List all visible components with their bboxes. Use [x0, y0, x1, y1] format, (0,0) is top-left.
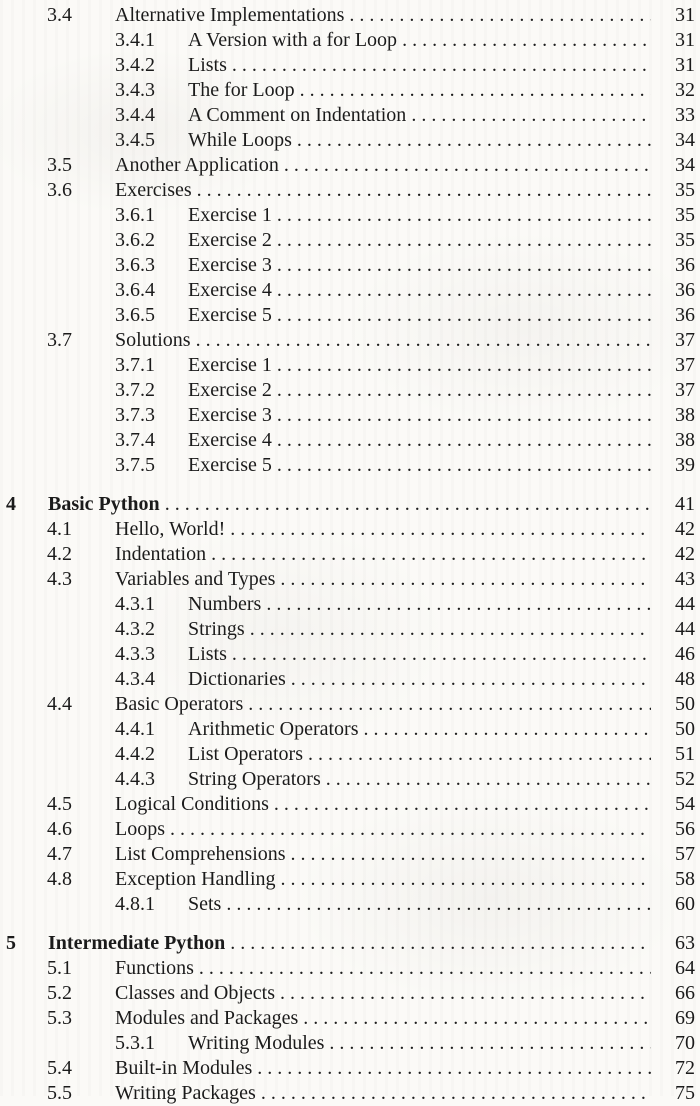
dot-leader: [232, 53, 651, 78]
toc-entry-page: 35: [675, 204, 695, 226]
toc-entry-title: Lists: [188, 643, 227, 665]
toc-entry-page: 36: [675, 304, 695, 326]
dot-leader: [277, 278, 651, 303]
toc-entry-number: 5.3.1: [115, 1032, 155, 1054]
toc-entry-number: 4.8: [47, 868, 72, 890]
toc-entry-number: 4.3.4: [115, 668, 155, 690]
toc-entry-page: 51: [675, 743, 695, 765]
toc-entry-title: Exercise 4: [188, 429, 272, 451]
toc-entry-number: 3.7.4: [115, 429, 155, 451]
toc-entry-page: 37: [675, 354, 695, 376]
toc-entry-title: Exception Handling: [115, 868, 276, 890]
toc-entry: [115, 717, 695, 742]
toc-entry: [115, 303, 695, 328]
toc-entry-title: Exercise 4: [188, 279, 272, 301]
toc-entry-title: List Comprehensions: [115, 843, 286, 865]
dot-leader: [248, 692, 651, 717]
dot-leader: [230, 931, 651, 956]
toc-entry-title: Strings: [188, 618, 245, 640]
toc-entry-title: Exercises: [115, 179, 192, 201]
toc-entry-number: 5: [6, 932, 16, 954]
dot-leader: [226, 892, 651, 917]
toc-entry-page: 58: [675, 868, 695, 890]
toc-entry: [47, 517, 695, 542]
toc-entry-number: 4.3: [47, 568, 72, 590]
toc-entry: [47, 867, 695, 892]
toc-entry: [47, 692, 695, 717]
toc-entry-title: Alternative Implementations: [115, 4, 345, 26]
dot-leader: [277, 203, 651, 228]
dot-leader: [284, 153, 651, 178]
toc-entry: [47, 1006, 695, 1031]
toc-entry-number: 3.4.4: [115, 104, 155, 126]
toc-entry-title: Lists: [188, 54, 227, 76]
dot-leader: [297, 128, 651, 153]
toc-entry: [115, 667, 695, 692]
toc-entry: [47, 1056, 695, 1081]
toc-entry-page: 31: [675, 29, 695, 51]
toc-entry-number: 4.3.1: [115, 593, 155, 615]
toc-entry: [115, 228, 695, 253]
dot-leader: [280, 981, 651, 1006]
toc-entry-page: 39: [675, 454, 695, 476]
toc-entry-title: Exercise 5: [188, 304, 272, 326]
dot-leader: [326, 767, 651, 792]
toc-entry-number: 4.3.3: [115, 643, 155, 665]
toc-entry-title: Basic Operators: [115, 693, 244, 715]
toc-entry-number: 3.6.5: [115, 304, 155, 326]
toc-entry-title: The for Loop: [188, 79, 295, 101]
toc-entry-title: String Operators: [188, 768, 321, 790]
toc-entry-page: 44: [675, 593, 695, 615]
toc-entry-number: 3.6.2: [115, 229, 155, 251]
toc-entry: [47, 153, 695, 178]
toc-entry-page: 69: [675, 1007, 695, 1029]
toc-entry: [47, 3, 695, 28]
dot-leader: [277, 453, 651, 478]
dot-leader: [250, 617, 651, 642]
toc-entry-title: A Version with a for Loop: [188, 29, 398, 51]
toc-entry-page: 64: [675, 957, 695, 979]
toc-entry-number: 3.7.3: [115, 404, 155, 426]
toc-entry-number: 4.7: [47, 843, 72, 865]
toc-entry-title: Exercise 3: [188, 404, 272, 426]
toc-entry: [115, 592, 695, 617]
dot-leader: [281, 867, 651, 892]
toc-entry: [115, 78, 695, 103]
toc-entry-title: Exercise 2: [188, 229, 272, 251]
dot-leader: [349, 3, 651, 28]
toc-entry-number: 4: [6, 493, 16, 515]
toc-entry-title: Solutions: [115, 329, 191, 351]
dot-leader: [165, 492, 651, 517]
dot-leader: [277, 428, 651, 453]
dot-leader: [277, 403, 651, 428]
toc-entry: [115, 1031, 695, 1056]
toc-entry-number: 3.6.3: [115, 254, 155, 276]
toc-entry: [47, 842, 695, 867]
toc-entry-page: 75: [675, 1082, 695, 1104]
toc-entry-page: 50: [675, 693, 695, 715]
toc-entry-page: 43: [675, 568, 695, 590]
toc-entry-number: 3.6.4: [115, 279, 155, 301]
toc-entry: [47, 1081, 695, 1106]
toc-entry: [47, 956, 695, 981]
toc-entry-title: Dictionaries: [188, 668, 286, 690]
dot-leader: [211, 542, 651, 567]
dot-leader: [280, 567, 651, 592]
dot-leader: [300, 78, 651, 103]
toc-entry-title: Exercise 5: [188, 454, 272, 476]
toc-entry-page: 37: [675, 379, 695, 401]
toc-entry-number: 5.4: [47, 1057, 72, 1079]
toc-entry-title: Writing Packages: [115, 1082, 256, 1104]
toc-entry: [115, 28, 695, 53]
toc-entry-page: 63: [675, 932, 695, 954]
toc-entry: [47, 792, 695, 817]
toc-entry: [6, 492, 695, 517]
toc-entry-title: Functions: [115, 957, 194, 979]
toc-entry: [115, 128, 695, 153]
toc-entry-title: Built-in Modules: [115, 1057, 253, 1079]
toc-entry-number: 3.5: [47, 154, 72, 176]
toc-entry: [47, 178, 695, 203]
toc-entry-page: 34: [675, 154, 695, 176]
toc-entry-number: 3.4: [47, 4, 72, 26]
toc-entry: [115, 642, 695, 667]
dot-leader: [291, 667, 651, 692]
dot-leader: [197, 178, 651, 203]
dot-leader: [232, 642, 651, 667]
toc-entry-number: 4.5: [47, 793, 72, 815]
toc-entry-page: 56: [675, 818, 695, 840]
toc-entry-page: 31: [675, 4, 695, 26]
toc-entry-number: 3.7.1: [115, 354, 155, 376]
toc-entry-page: 48: [675, 668, 695, 690]
toc-entry: [115, 103, 695, 128]
toc-entry: [47, 542, 695, 567]
toc-entry: [47, 328, 695, 353]
toc-entry-page: 36: [675, 254, 695, 276]
toc-entry-title: Exercise 1: [188, 204, 272, 226]
toc-entry-number: 3.4.2: [115, 54, 155, 76]
toc-entry: [115, 892, 695, 917]
dot-leader: [308, 742, 651, 767]
dot-leader: [261, 1081, 651, 1106]
dot-leader: [277, 228, 651, 253]
toc-entry-title: Sets: [188, 893, 222, 915]
toc-entry: [115, 53, 695, 78]
toc-entry-page: 38: [675, 429, 695, 451]
toc-entry-page: 31: [675, 54, 695, 76]
toc-entry-page: 33: [675, 104, 695, 126]
toc-entry: [115, 278, 695, 303]
dot-leader: [266, 592, 651, 617]
dot-leader: [277, 378, 651, 403]
toc-entry-title: Arithmetic Operators: [188, 718, 359, 740]
toc-entry-number: 4.1: [47, 518, 72, 540]
dot-leader: [170, 817, 651, 842]
toc-entry: [47, 817, 695, 842]
toc-entry-page: 44: [675, 618, 695, 640]
toc-entry-page: 46: [675, 643, 695, 665]
dot-leader: [329, 1031, 651, 1056]
toc-entry: [115, 253, 695, 278]
toc-entry: [115, 353, 695, 378]
toc-entry-title: List Operators: [188, 743, 303, 765]
toc-entry: [47, 567, 695, 592]
dot-leader: [291, 842, 651, 867]
toc-entry: [115, 403, 695, 428]
toc-entry-page: 50: [675, 718, 695, 740]
toc-entry-page: 54: [675, 793, 695, 815]
toc-entry-page: 37: [675, 329, 695, 351]
toc-entry-page: 35: [675, 229, 695, 251]
toc-entry-number: 3.4.1: [115, 29, 155, 51]
dot-leader: [277, 353, 651, 378]
toc-entry-page: 41: [675, 493, 695, 515]
toc-entry-number: 5.5: [47, 1082, 72, 1104]
toc-entry-number: 4.4.1: [115, 718, 155, 740]
toc-entry-title: Writing Modules: [188, 1032, 325, 1054]
toc-entry-title: Hello, World!: [115, 518, 226, 540]
dot-leader: [274, 792, 651, 817]
dot-leader: [277, 303, 651, 328]
toc-entry: [47, 981, 695, 1006]
toc-entry: [115, 378, 695, 403]
toc-entry-number: 5.2: [47, 982, 72, 1004]
toc-entry: [115, 617, 695, 642]
dot-leader: [230, 517, 651, 542]
toc-entry-number: 4.6: [47, 818, 72, 840]
toc-entry-title: While Loops: [188, 129, 292, 151]
toc-entry-page: 72: [675, 1057, 695, 1079]
toc-entry-title: Modules and Packages: [115, 1007, 299, 1029]
toc-entry-number: 4.4.2: [115, 743, 155, 765]
toc-entry-title: Classes and Objects: [115, 982, 275, 1004]
toc-entry-number: 3.6: [47, 179, 72, 201]
toc-entry-title: Numbers: [188, 593, 262, 615]
toc-entry-page: 34: [675, 129, 695, 151]
toc-entry-number: 4.2: [47, 543, 72, 565]
toc-entry: [115, 428, 695, 453]
toc-entry-number: 5.3: [47, 1007, 72, 1029]
toc-entry-number: 4.8.1: [115, 893, 155, 915]
toc-entry-title: Exercise 1: [188, 354, 272, 376]
dot-leader: [257, 1056, 651, 1081]
toc-entry-number: 4.3.2: [115, 618, 155, 640]
toc-entry-number: 3.7.5: [115, 454, 155, 476]
toc-entry-number: 4.4.3: [115, 768, 155, 790]
toc-entry-title: Loops: [115, 818, 165, 840]
dot-leader: [364, 717, 652, 742]
toc-entry-page: 36: [675, 279, 695, 301]
toc-entry: [6, 931, 695, 956]
toc-entry-page: 38: [675, 404, 695, 426]
toc-entry-number: 5.1: [47, 957, 72, 979]
toc-entry-number: 3.6.1: [115, 204, 155, 226]
toc-entry-page: 35: [675, 179, 695, 201]
toc-entry: [115, 453, 695, 478]
toc-entry-title: Variables and Types: [115, 568, 276, 590]
toc-entry-title: Intermediate Python: [48, 932, 226, 954]
toc-entry-number: 3.4.3: [115, 79, 155, 101]
toc-entry-number: 4.4: [47, 693, 72, 715]
toc-entry-title: Another Application: [115, 154, 279, 176]
toc-entry-title: Indentation: [115, 543, 207, 565]
toc-entry-title: Exercise 2: [188, 379, 272, 401]
toc-entry-title: A Comment on Indentation: [188, 104, 407, 126]
toc-entry-page: 42: [675, 518, 695, 540]
toc-entry: [115, 767, 695, 792]
toc-entry-page: 70: [675, 1032, 695, 1054]
toc-entry-page: 52: [675, 768, 695, 790]
toc-entry-page: 60: [675, 893, 695, 915]
toc-entry-number: 3.7: [47, 329, 72, 351]
toc-entry-title: Basic Python: [48, 493, 160, 515]
dot-leader: [199, 956, 651, 981]
dot-leader: [277, 253, 651, 278]
dot-leader: [411, 103, 651, 128]
toc-entry-title: Exercise 3: [188, 254, 272, 276]
toc-entry-title: Logical Conditions: [115, 793, 269, 815]
toc-entry-page: 66: [675, 982, 695, 1004]
toc-entry-page: 32: [675, 79, 695, 101]
dot-leader: [402, 28, 651, 53]
toc-entry-number: 3.4.5: [115, 129, 155, 151]
toc-entry: [115, 203, 695, 228]
dot-leader: [196, 328, 651, 353]
toc-entry-number: 3.7.2: [115, 379, 155, 401]
toc-entry-page: 42: [675, 543, 695, 565]
toc-entry-page: 57: [675, 843, 695, 865]
toc-entry: [115, 742, 695, 767]
dot-leader: [303, 1006, 651, 1031]
